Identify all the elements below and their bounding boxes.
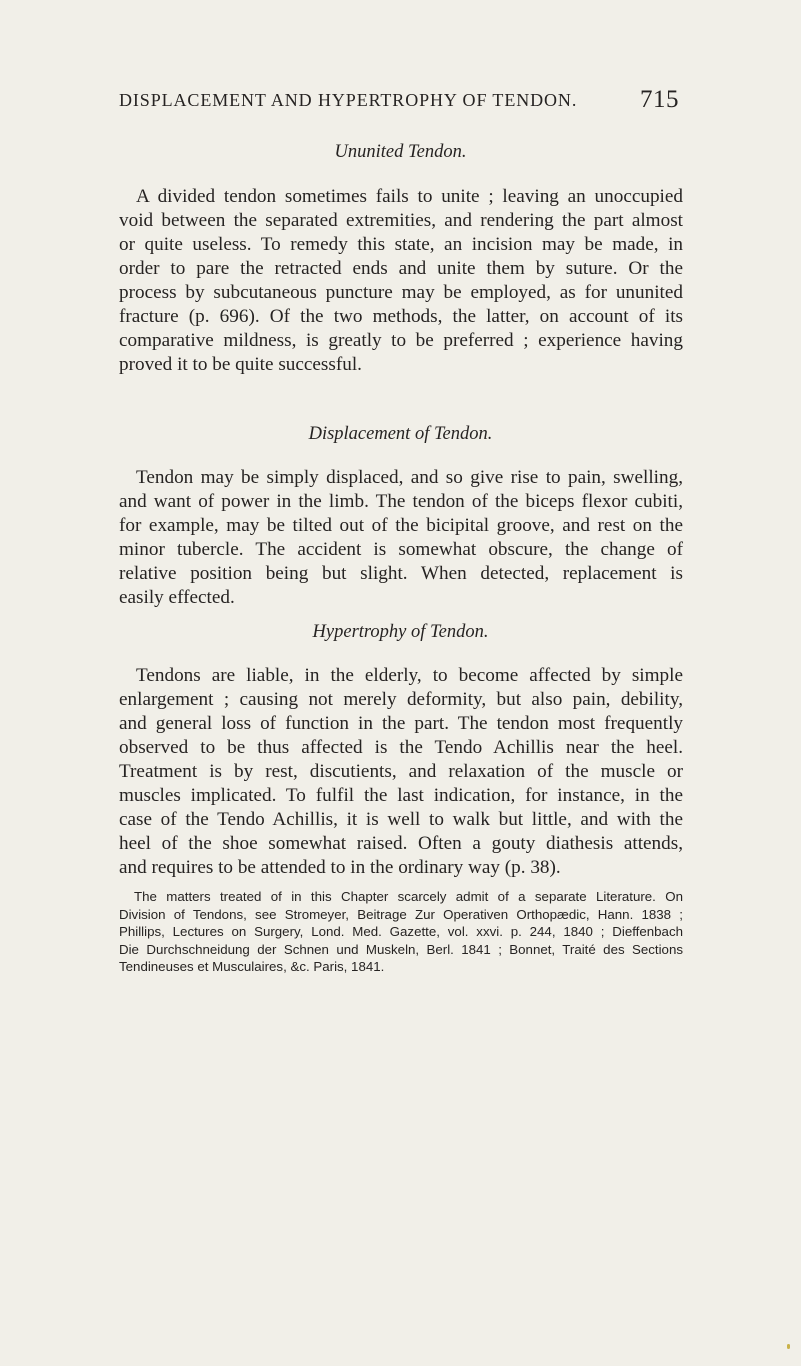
text-line: Tendon may be simply displaced, and so give rise to pain, swelling,	[136, 467, 683, 488]
text-line: observed to be thus affected is the Tendo Achillis near the heel.	[119, 737, 683, 758]
footnote-line: Division of Tendons, see Stromeyer, Beitrage Zur Operativen Orthopædic, Hann. 1838 ;	[119, 906, 683, 922]
text-line: case of the Tendo Achillis, it is well to walk but little, and with the	[119, 809, 683, 830]
text-line: comparative mildness, is greatly to be preferred ; experience having	[119, 330, 683, 351]
text-line: and requires to be attended to in the ordinary way (p. 38).	[119, 857, 561, 878]
running-title: DISPLACEMENT AND HYPERTROPHY OF TENDON.	[119, 90, 578, 110]
section-heading-displacement-of-tendon: Displacement of Tendon.	[308, 424, 493, 444]
text-line: and want of power in the limb. The tendon of the biceps flexor cubiti,	[119, 491, 683, 512]
running-head	[119, 86, 679, 116]
text-line: minor tubercle. The accident is somewhat obscure, the change of	[119, 539, 683, 560]
text-line: enlargement ; causing not merely deformity, but also pain, debility,	[119, 689, 683, 710]
paragraph-hypertrophy-of-tendon	[119, 664, 683, 880]
text-line: Treatment is by rest, discutients, and relaxation of the muscle or	[119, 761, 683, 782]
text-line: and general loss of function in the part. The tendon most frequently	[119, 713, 683, 734]
footnote-line: Die Durchschneidung der Schnen und Muskeln, Berl. 1841 ; Bonnet, Traité des Sections	[119, 941, 683, 957]
section-heading-hypertrophy-of-tendon: Hypertrophy of Tendon.	[312, 622, 489, 642]
text-line: heel of the shoe somewhat raised. Often a gouty diathesis attends,	[119, 833, 683, 854]
text-line: Tendons are liable, in the elderly, to become affected by simple	[136, 665, 683, 686]
paragraph-displacement-of-tendon	[119, 466, 683, 610]
text-line: for example, may be tilted out of the bicipital groove, and rest on the	[119, 515, 683, 536]
text-line: void between the separated extremities, and rendering the part almost	[119, 210, 683, 231]
text-line: fracture (p. 696). Of the two methods, the latter, on account of its	[119, 306, 683, 327]
text-line: proved it to be quite successful.	[119, 354, 362, 375]
text-line: muscles implicated. To fulfil the last indication, for instance, in the	[119, 785, 683, 806]
paper-speck	[787, 1344, 790, 1349]
footnote	[119, 888, 683, 976]
text-line: process by subcutaneous puncture may be employed, as for ununited	[119, 282, 683, 303]
page-number: 715	[640, 86, 679, 113]
text-line: A divided tendon sometimes fails to unite ; leaving an unoccupied	[136, 186, 683, 207]
text-line: relative position being but slight. When detected, replacement is	[119, 563, 683, 584]
text-line: or quite useless. To remedy this state, an incision may be made, in	[119, 234, 683, 255]
footnote-line: Phillips, Lectures on Surgery, Lond. Med. Gazette, vol. xxvi. p. 244, 1840 ; Dieffenbach	[119, 924, 683, 940]
section-heading-ununited-tendon: Ununited Tendon.	[334, 142, 467, 162]
text-line: order to pare the retracted ends and unite them by suture. Or the	[119, 258, 683, 279]
paragraph-ununited-tendon	[119, 185, 683, 377]
footnote-line: The matters treated of in this Chapter scarcely admit of a separate Literature. On	[134, 889, 683, 904]
footnote-line: Tendineuses et Musculaires, &c. Paris, 1841.	[119, 959, 385, 975]
text-line: easily effected.	[119, 587, 235, 608]
